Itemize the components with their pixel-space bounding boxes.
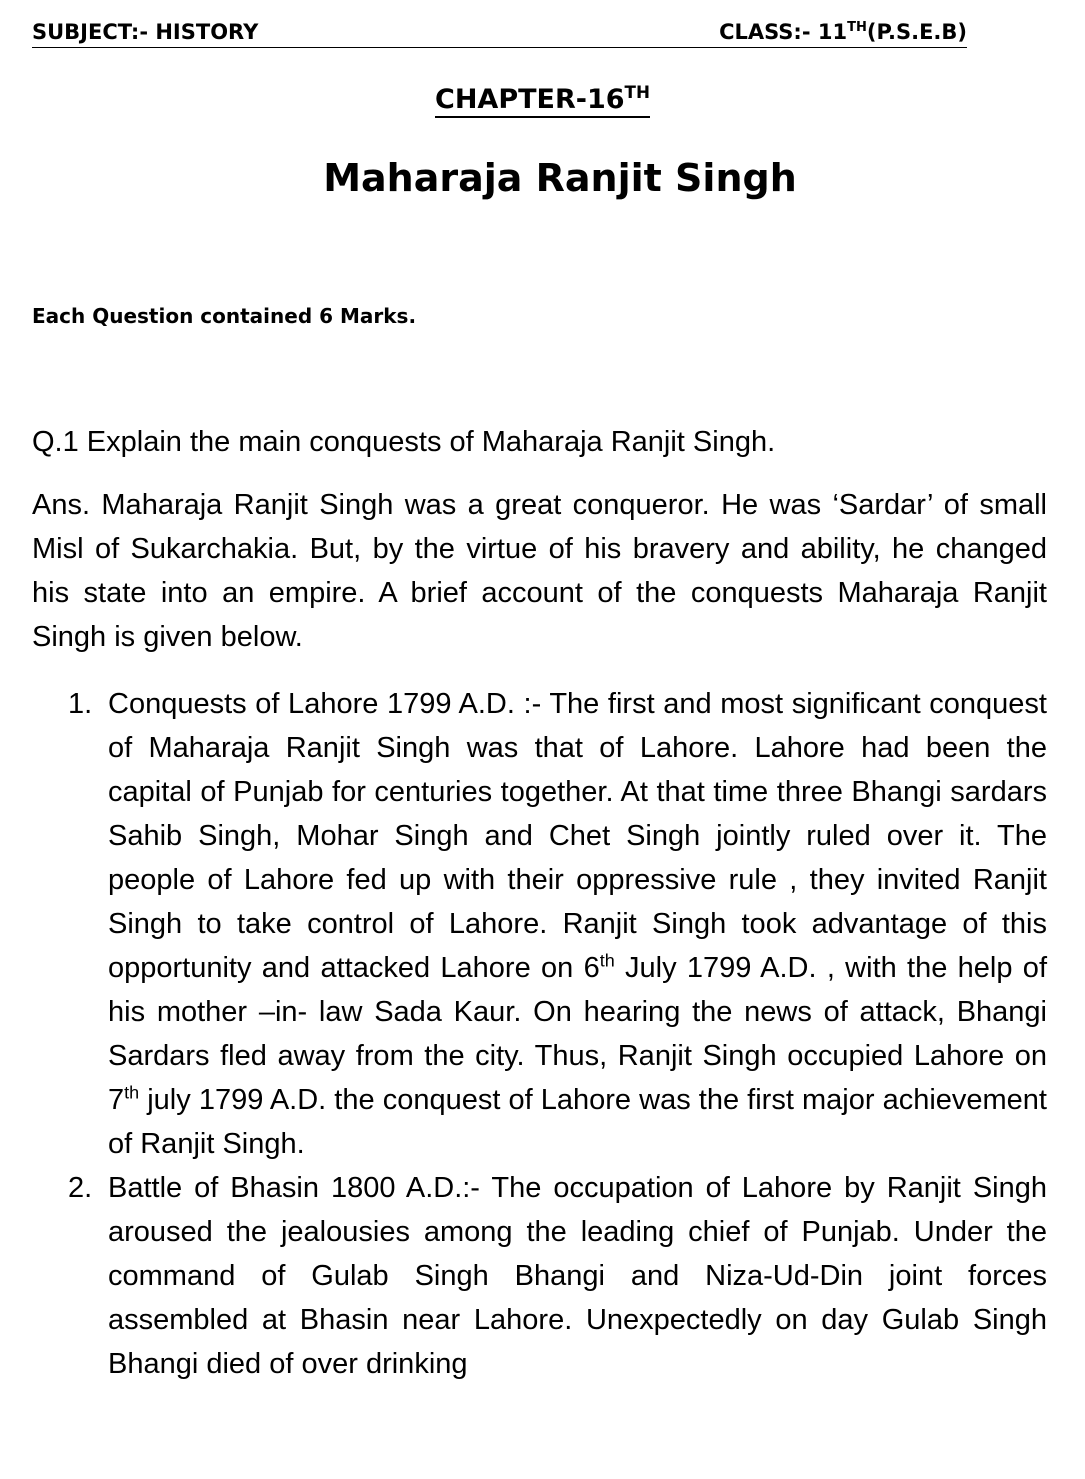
answer-paragraph: Ans. Maharaja Ranjit Singh was a great conqueror. He was ‘Sardar’ of small Misl of Sukarchakia. But, by the virtue of his bravery and ability, he changed his state into an empire. A brief account of the conquests Maharaja Ranjit Singh is given below. bbox=[32, 489, 1047, 653]
list-item-number: 1. bbox=[68, 688, 93, 720]
marks-note: Each Question contained 6 Marks. bbox=[32, 304, 417, 328]
chapter-heading: CHAPTER-16TH bbox=[0, 78, 1085, 122]
page-title: Maharaja Ranjit Singh bbox=[323, 156, 797, 200]
class-label: CLASS:- 11TH(P.S.E.B) bbox=[719, 20, 967, 44]
page-header bbox=[32, 18, 967, 48]
question-1: Q.1 Explain the main conquests of Maharaja Ranjit Singh. bbox=[32, 426, 776, 458]
list-item-number: 2. bbox=[68, 1172, 93, 1204]
subject-label: SUBJECT:- HISTORY bbox=[32, 20, 259, 44]
list-item: 2. Battle of Bhasin 1800 A.D.:- The occupation of Lahore by Ranjit Singh aroused the jealousies among the leading chief of Punjab. Under the command of Gulab Singh Bhangi and Niza-Ud-Din joint forces assembled at Bhasin near Lahore. Unexpectedly on day Gulab Singh Bhangi died of over drinking bbox=[32, 1166, 1047, 1386]
conquest-list bbox=[32, 682, 1047, 1386]
list-item: 1. Conquests of Lahore 1799 A.D. :- The first and most significant conquest of Maharaja Ranjit Singh was that of Lahore. Lahore had been the capital of Punjab for centuries together. At that time three Bhangi sardars Sahib Singh, Mohar Singh and Chet Singh jointly ruled over it. The people of Lahore fed up with their oppressive rule , they invited Ranjit Singh to take control of Lahore. Ranjit Singh took advantage of this opportunity and attacked Lahore on 6th July 1799 A.D. , with the help of his mother –in- law Sada Kaur. On hearing the news of attack, Bhangi Sardars fled away from the city. Thus, Ranjit Singh occupied Lahore on 7th july 1799 A.D. the conquest of Lahore was the first major achievement of Ranjit Singh. bbox=[32, 682, 1047, 1166]
